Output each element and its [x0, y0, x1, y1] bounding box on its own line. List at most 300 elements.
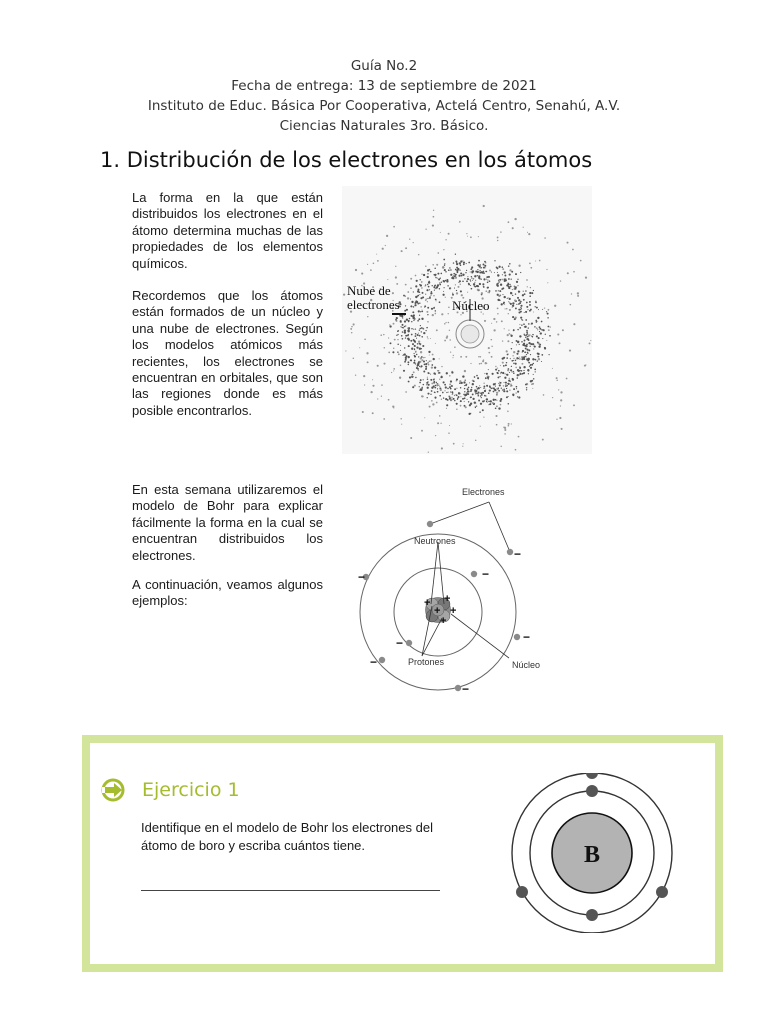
cloud-dot: [453, 443, 455, 445]
cloud-dot: [419, 382, 421, 384]
cloud-dot: [524, 326, 525, 327]
cloud-dot: [394, 339, 396, 341]
cloud-dot: [351, 326, 353, 328]
cloud-dot: [482, 283, 484, 285]
cloud-dot: [484, 373, 485, 374]
cloud-dot: [535, 260, 536, 261]
cloud-dot: [415, 275, 417, 277]
cloud-dot: [463, 263, 465, 265]
cloud-dot: [417, 320, 419, 322]
cloud-dot: [546, 340, 547, 341]
cloud-dot: [526, 345, 528, 347]
cloud-dot: [452, 357, 453, 358]
cloud-dot: [505, 364, 507, 366]
cloud-dot: [427, 338, 428, 339]
cloud-dot: [443, 381, 445, 383]
cloud-dot: [408, 334, 409, 335]
cloud-dot: [550, 326, 551, 327]
cloud-dot: [539, 260, 541, 262]
cloud-dot: [497, 299, 499, 301]
cloud-dot: [401, 315, 403, 317]
cloud-dot: [436, 264, 438, 266]
cloud-dot: [516, 304, 517, 305]
cloud-dot: [402, 331, 404, 333]
cloud-dot: [443, 397, 444, 398]
cloud-dot: [474, 402, 476, 404]
cloud-dot: [503, 427, 505, 429]
cloud-dot: [508, 396, 509, 397]
cloud-dot: [523, 356, 525, 358]
cloud-dot: [507, 340, 509, 342]
cloud-dot: [367, 264, 368, 265]
cloud-dot: [459, 393, 461, 395]
cloud-dot: [532, 388, 533, 389]
cloud-label-line1: Nube de: [347, 283, 391, 298]
electron: [514, 634, 520, 640]
cloud-dot: [405, 325, 406, 326]
cloud-dot: [509, 389, 511, 391]
cloud-dot: [527, 360, 529, 362]
cloud-dot: [507, 411, 509, 413]
cloud-dot: [439, 301, 441, 303]
cloud-dot: [480, 267, 481, 268]
cloud-dot: [495, 386, 496, 387]
cloud-dot: [429, 297, 431, 299]
cloud-dot: [532, 343, 534, 345]
cloud-dot: [417, 365, 418, 366]
cloud-dot: [499, 384, 501, 386]
cloud-dot: [418, 341, 420, 343]
cloud-dot: [500, 404, 502, 406]
cloud-dot: [421, 336, 423, 338]
cloud-dot: [514, 287, 516, 289]
cloud-dot: [538, 309, 539, 310]
cloud-dot: [406, 319, 408, 321]
cloud-dot: [477, 388, 479, 390]
cloud-dot: [498, 390, 500, 392]
cloud-dot: [413, 371, 415, 373]
cloud-dot: [493, 399, 495, 401]
cloud-dot: [570, 304, 572, 306]
cloud-dot: [490, 400, 492, 402]
cloud-dot: [481, 363, 483, 365]
cloud-dot: [536, 335, 538, 337]
cloud-dot: [506, 362, 507, 363]
cloud-dot: [504, 275, 506, 277]
cloud-dot: [517, 341, 519, 343]
cloud-dot: [512, 302, 514, 304]
cloud-dot: [520, 301, 522, 303]
cloud-dot: [538, 346, 540, 348]
cloud-dot: [480, 387, 481, 388]
cloud-dot: [497, 367, 498, 368]
cloud-dot: [466, 233, 467, 234]
cloud-dot: [418, 363, 419, 364]
cloud-dot: [433, 358, 435, 360]
cloud-dot: [519, 357, 520, 358]
cloud-dot: [544, 347, 546, 349]
cloud-dot: [511, 371, 513, 373]
electron: [427, 521, 433, 527]
cloud-dot: [528, 323, 530, 325]
cloud-dot: [440, 232, 441, 233]
electron: [455, 685, 461, 691]
cloud-dot: [500, 284, 502, 286]
cloud-dot: [529, 359, 530, 360]
cloud-dot: [494, 260, 495, 261]
cloud-dot: [455, 269, 457, 271]
cloud-dot: [537, 329, 538, 330]
cloud-dot: [527, 232, 528, 233]
cloud-dot: [427, 387, 429, 389]
cloud-dot: [475, 440, 476, 441]
cloud-dot: [428, 384, 430, 386]
cloud-dot: [556, 380, 558, 382]
protons-pointer: [422, 618, 442, 656]
cloud-dot: [470, 281, 471, 282]
cloud-dot: [487, 292, 489, 294]
cloud-dot: [527, 286, 528, 287]
cloud-dot: [448, 322, 450, 324]
cloud-dot: [544, 307, 545, 308]
cloud-dot: [497, 313, 499, 315]
cloud-dot: [487, 402, 488, 403]
cloud-dot: [561, 428, 563, 430]
cloud-dot: [437, 278, 438, 279]
cloud-dot: [446, 392, 447, 393]
cloud-dot: [511, 271, 513, 273]
cloud-dot: [512, 306, 513, 307]
cloud-dot: [497, 272, 498, 273]
cloud-dot: [474, 376, 476, 378]
cloud-dot: [393, 226, 395, 228]
cloud-dot: [421, 274, 422, 275]
cloud-dot: [446, 337, 448, 339]
cloud-dot: [435, 299, 437, 301]
cloud-dot: [475, 407, 476, 408]
cloud-dot: [479, 283, 481, 285]
boron-electron: [656, 886, 668, 898]
cloud-dot: [353, 323, 355, 325]
cloud-dot: [397, 343, 399, 345]
cloud-dot: [442, 294, 444, 296]
cloud-dot: [408, 330, 409, 331]
cloud-dot: [423, 360, 425, 362]
cloud-dot: [514, 286, 515, 287]
cloud-dot: [479, 385, 480, 386]
cloud-dot: [450, 274, 452, 276]
cloud-dot: [517, 396, 518, 397]
cloud-dot: [441, 447, 443, 449]
cloud-dot: [464, 405, 466, 407]
cloud-dot: [533, 290, 534, 291]
cloud-dot: [532, 334, 534, 336]
cloud-dot: [405, 305, 406, 306]
cloud-dot: [526, 387, 527, 388]
cloud-dot: [367, 316, 368, 317]
cloud-dot: [464, 397, 466, 399]
cloud-dot: [496, 392, 498, 394]
cloud-dot: [390, 342, 392, 344]
cloud-dot: [500, 446, 501, 447]
electron: [406, 640, 412, 646]
cloud-dot: [556, 377, 558, 379]
cloud-dot: [486, 271, 487, 272]
cloud-dot: [504, 296, 506, 298]
cloud-dot: [370, 391, 372, 393]
cloud-dot: [449, 267, 450, 268]
cloud-dot: [430, 338, 431, 339]
cloud-dot: [513, 358, 514, 359]
cloud-dot: [471, 268, 472, 269]
cloud-dot: [460, 405, 461, 406]
cloud-dot: [444, 340, 446, 342]
cloud-dot: [466, 280, 468, 282]
document-header: [0, 56, 768, 136]
cloud-dot: [410, 305, 412, 307]
cloud-dot: [387, 279, 388, 280]
cloud-dot: [404, 353, 406, 355]
cloud-dot: [525, 290, 527, 292]
cloud-dot: [475, 280, 476, 281]
cloud-dot: [496, 424, 498, 426]
cloud-dot: [459, 275, 461, 277]
cloud-dot: [456, 388, 457, 389]
cloud-dot: [443, 287, 444, 288]
cloud-dot: [504, 433, 506, 435]
cloud-dot: [407, 291, 409, 293]
cloud-dot: [510, 303, 511, 304]
cloud-dot: [489, 390, 491, 392]
cloud-dot: [438, 384, 439, 385]
cloud-dot: [518, 299, 520, 301]
cloud-dot: [487, 281, 489, 283]
cloud-dot: [501, 279, 503, 281]
cloud-dot: [372, 412, 374, 414]
electron-cloud-figure: [342, 186, 592, 454]
cloud-dot: [536, 321, 537, 322]
cloud-dot: [539, 328, 541, 330]
cloud-dot: [477, 264, 479, 266]
cloud-dot: [483, 286, 485, 288]
cloud-dot: [528, 339, 530, 341]
cloud-dot: [481, 397, 482, 398]
cloud-dot: [434, 290, 435, 291]
cloud-dot: [513, 388, 515, 390]
cloud-dot: [466, 270, 467, 271]
cloud-dot: [528, 362, 530, 364]
cloud-dot: [425, 265, 426, 266]
cloud-dot: [566, 378, 568, 380]
cloud-dot: [510, 384, 512, 386]
cloud-dot: [571, 293, 572, 294]
neutrons-pointer: [438, 542, 444, 604]
cloud-dot: [440, 423, 441, 424]
cloud-dot: [421, 395, 423, 397]
cloud-dot: [504, 304, 505, 305]
cloud-dot: [345, 350, 346, 351]
cloud-dot: [377, 365, 379, 367]
paragraph-examples: A continuación, veamos algunos ejemplos:: [132, 577, 323, 609]
cloud-dot: [467, 236, 468, 237]
cloud-dot: [496, 400, 497, 401]
cloud-dot: [504, 308, 505, 309]
cloud-dot: [500, 365, 501, 366]
cloud-dot: [432, 354, 434, 356]
cloud-dot: [449, 375, 451, 377]
cloud-dot: [474, 282, 475, 283]
cloud-dot: [456, 262, 457, 263]
cloud-dot: [522, 294, 524, 296]
cloud-dot: [512, 316, 514, 318]
cloud-dot: [428, 364, 429, 365]
cloud-dot: [529, 304, 531, 306]
cloud-dot: [508, 221, 510, 223]
electron: [379, 657, 385, 663]
cloud-dot: [444, 263, 445, 264]
cloud-dot: [418, 310, 420, 312]
cloud-dot: [502, 362, 504, 364]
cloud-dot: [488, 392, 490, 394]
cloud-dot: [377, 398, 378, 399]
cloud-dot: [520, 307, 521, 308]
cloud-dot: [491, 272, 492, 273]
cloud-dot: [452, 393, 454, 395]
cloud-dot: [475, 393, 476, 394]
cloud-dot: [412, 386, 414, 388]
cloud-dot: [466, 392, 467, 393]
cloud-dot: [402, 324, 404, 326]
cloud-dot: [415, 300, 417, 302]
cloud-dot: [505, 382, 507, 384]
cloud-dot: [537, 317, 539, 319]
cloud-dot: [469, 382, 470, 383]
cloud-dot: [502, 274, 503, 275]
cloud-dot: [483, 386, 485, 388]
cloud-dot: [426, 289, 428, 291]
answer-line[interactable]: [141, 890, 440, 891]
cloud-dot: [456, 267, 458, 269]
cloud-dot: [420, 351, 422, 353]
cloud-dot: [467, 399, 468, 400]
cloud-dot: [514, 299, 516, 301]
cloud-dot: [429, 361, 430, 362]
cloud-dot: [504, 271, 506, 273]
cloud-dot: [408, 345, 410, 347]
cloud-dot: [509, 263, 511, 265]
cloud-dot: [505, 385, 507, 387]
boron-electron: [516, 886, 528, 898]
cloud-dot: [516, 353, 518, 355]
cloud-dot: [525, 384, 527, 386]
paragraph-bohr: En esta semana utilizaremos el modelo de Bohr para explicar fácilmente la forma en la cual se encuentran distribuidos los electrones.: [132, 482, 323, 563]
cloud-dot: [514, 318, 516, 320]
cloud-dot: [417, 302, 418, 303]
cloud-dot: [585, 364, 586, 365]
cloud-dot: [509, 298, 511, 300]
cloud-dot: [423, 379, 424, 380]
cloud-dot: [412, 311, 414, 313]
cloud-dot: [392, 292, 394, 294]
cloud-dot: [526, 330, 528, 332]
cloud-dot: [526, 306, 528, 308]
cloud-dot: [455, 254, 456, 255]
electron-sign: −: [462, 682, 470, 696]
cloud-dot: [421, 287, 423, 289]
cloud-dot: [477, 275, 478, 276]
cloud-dot: [508, 425, 510, 427]
cloud-dot: [445, 398, 447, 400]
cloud-dot: [504, 429, 506, 431]
cloud-dot: [531, 335, 532, 336]
cloud-dot: [510, 286, 512, 288]
cloud-dot: [534, 326, 535, 327]
cloud-dot: [427, 379, 428, 380]
cloud-dot: [469, 404, 471, 406]
cloud-dot: [437, 252, 439, 254]
cloud-dot: [463, 394, 465, 396]
cloud-dot: [386, 235, 388, 237]
cloud-dot: [468, 401, 469, 402]
cloud-dot: [415, 285, 417, 287]
cloud-dot: [464, 401, 465, 402]
cloud-dot: [487, 279, 489, 281]
cloud-dot: [518, 309, 520, 311]
cloud-dot: [459, 382, 461, 384]
cloud-dot: [382, 248, 384, 250]
cloud-dot: [459, 262, 461, 264]
cloud-dot: [461, 275, 463, 277]
cloud-dot: [478, 236, 479, 237]
cloud-dot: [409, 376, 411, 378]
cloud-dot: [431, 382, 433, 384]
cloud-dot: [492, 388, 493, 389]
cloud-dot: [418, 318, 420, 320]
cloud-dot: [406, 309, 408, 311]
cloud-dot: [401, 250, 403, 252]
cloud-dot: [464, 278, 465, 279]
cloud-dot: [589, 342, 591, 344]
cloud-dot: [409, 318, 411, 320]
cloud-dot: [541, 354, 543, 356]
cloud-dot: [437, 422, 439, 424]
cloud-dot: [405, 247, 407, 249]
cloud-dot: [355, 375, 356, 376]
cloud-dot: [502, 340, 503, 341]
cloud-dot: [573, 271, 575, 273]
cloud-dot: [560, 280, 561, 281]
cloud-dot: [426, 360, 427, 361]
cloud-dot: [436, 300, 437, 301]
cloud-dot: [497, 372, 499, 374]
cloud-dot: [420, 343, 421, 344]
cloud-dot: [388, 399, 390, 401]
cloud-dot: [427, 397, 428, 398]
cloud-dot: [418, 291, 420, 293]
cloud-dot: [411, 348, 413, 350]
cloud-dot: [459, 280, 461, 282]
cloud-dot: [460, 396, 461, 397]
cloud-dot: [450, 388, 452, 390]
cloud-dot: [381, 384, 383, 386]
cloud-dot: [478, 260, 480, 262]
cloud-dot: [524, 312, 525, 313]
cloud-dot: [435, 310, 437, 312]
cloud-dot: [486, 363, 487, 364]
cloud-dot: [539, 331, 540, 332]
cloud-dot: [516, 358, 517, 359]
cloud-dot: [485, 377, 487, 379]
